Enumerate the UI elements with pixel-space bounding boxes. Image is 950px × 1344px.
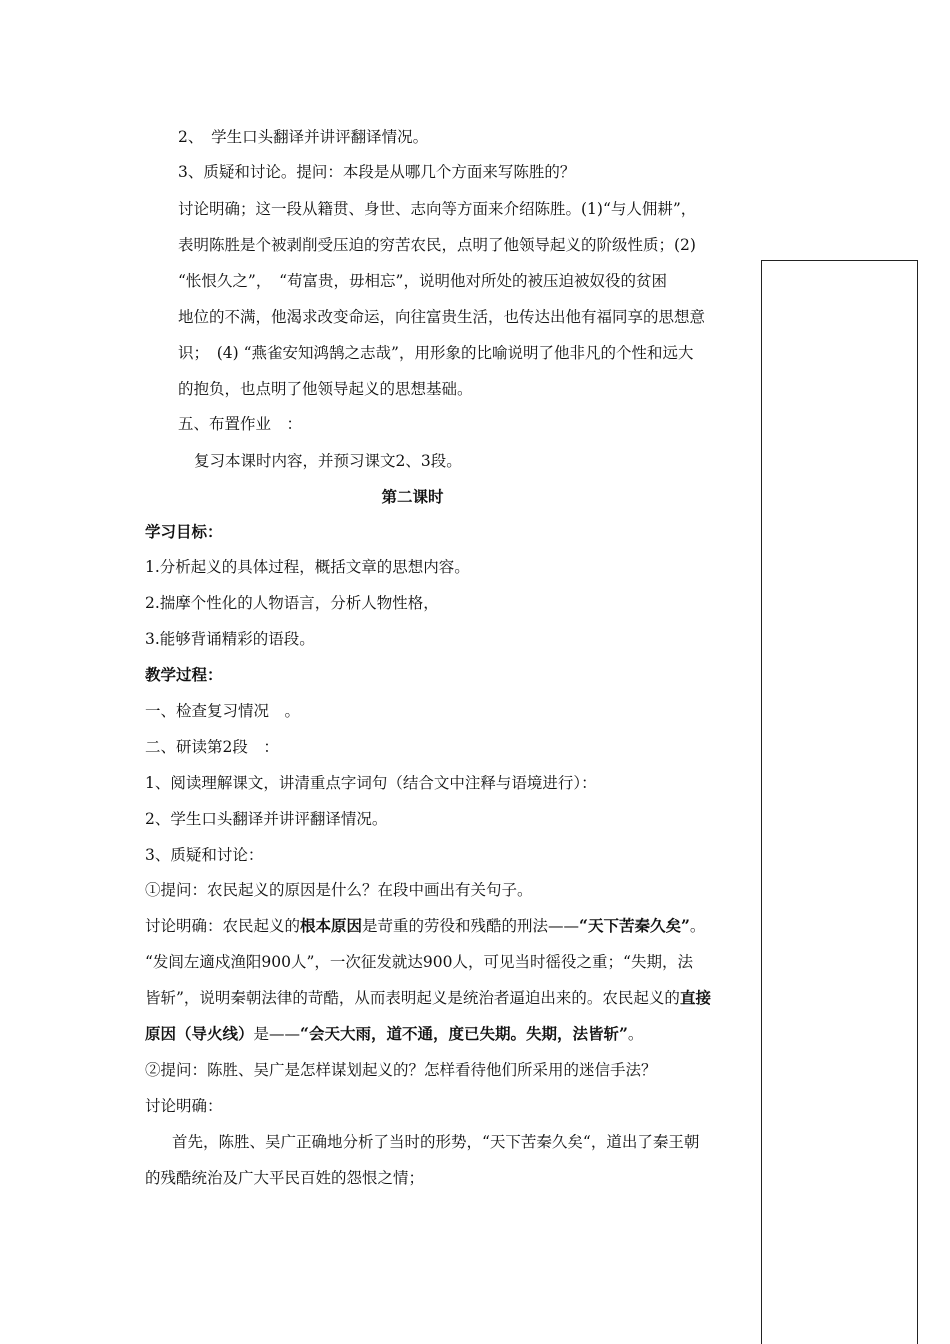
quote-bold: “天下苦秦久矣” — [579, 916, 690, 935]
answer-2-line-1: 首先，陈胜、吴广正确地分析了当时的形势，“天下苦秦久矣“，道出了秦王朝 — [172, 1133, 700, 1151]
homework-heading: 五、布置作业 ： — [178, 415, 303, 433]
step-2: 二、研读第2段 ： — [145, 738, 279, 756]
answer-1-line-3 — [145, 988, 711, 1008]
discussion-line-3: “怅恨久之”， “苟富贵，毋相忘”，说明他对所处的被压迫被奴役的贫困 — [178, 272, 667, 290]
item-3: 3、质疑和讨论。提问：本段是从哪几个方面来写陈胜的？ — [178, 163, 576, 181]
discussion-line-5: 识； (4) “燕雀安知鸿鹄之志哉”，用形象的比喻说明了他非凡的个性和远大 — [178, 344, 694, 362]
answer-1-line-1 — [145, 916, 705, 936]
answer-text: 。 — [689, 917, 706, 935]
process-heading: 教学过程： — [145, 665, 223, 684]
question-2: ②提问：陈胜、吴广是怎样谋划起义的？怎样看待他们所采用的迷信手法？ — [145, 1061, 657, 1079]
homework-text: 复习本课时内容，并预习课文2、3段。 — [194, 452, 462, 470]
quote-bold: “会天大雨，道不通，度已失期。失期，法皆斩” — [300, 1024, 628, 1043]
discussion-line-6: 的抱负，也点明了他领导起义的思想基础。 — [178, 380, 473, 398]
answer-2-heading: 讨论明确： — [145, 1097, 223, 1115]
answer-text: 是—— — [253, 1025, 301, 1043]
answer-1-line-2: “发闾左適戍渔阳900人”，一次征发就达900人，可见当时徭役之重；“失期，法 — [145, 953, 693, 971]
answer-2-line-2: 的残酷统治及广大平民百姓的怨恨之情； — [145, 1169, 425, 1187]
root-cause-label: 根本原因 — [300, 916, 363, 935]
sub-step-3: 3、质疑和讨论： — [145, 846, 264, 864]
answer-text: 是苛重的劳役和残酷的刑法—— — [362, 917, 580, 935]
question-1: ①提问：农民起义的原因是什么？在段中画出有关句子。 — [145, 881, 533, 899]
answer-text: 皆斩”，说明秦朝法律的苛酷，从而表明起义是统治者逼迫出来的。农民起义的 — [145, 989, 680, 1007]
discussion-line-2: 表明陈胜是个被剥削受压迫的穷苦农民，点明了他领导起义的阶级性质；(2) — [178, 236, 696, 254]
lesson-title: 第二课时 — [381, 487, 444, 506]
goal-2: 2.揣摩个性化的人物语言，分析人物性格， — [145, 594, 439, 612]
sub-step-1: 1、阅读理解课文，讲清重点字词句（结合文中注释与语境进行）： — [145, 774, 597, 792]
goals-heading: 学习目标： — [145, 522, 223, 541]
side-table-cell — [761, 260, 918, 1344]
step-1: 一、检查复习情况 。 — [145, 702, 301, 720]
goal-1: 1.分析起义的具体过程，概括文章的思想内容。 — [145, 558, 470, 576]
answer-text: 讨论明确：农民起义的 — [145, 917, 301, 935]
answer-text: 。 — [627, 1025, 644, 1043]
sub-step-2: 2、学生口头翻译并讲评翻译情况。 — [145, 810, 388, 828]
item-2: 2、 学生口头翻译并讲评翻译情况。 — [178, 128, 429, 146]
discussion-line-1: 讨论明确；这一段从籍贯、身世、志向等方面来介绍陈胜。(1)“与人佣耕”， — [178, 200, 697, 218]
direct-label: 直接 — [679, 988, 711, 1007]
trigger-label: 原因（导火线） — [145, 1024, 254, 1043]
goal-3: 3.能够背诵精彩的语段。 — [145, 630, 315, 648]
answer-1-line-4 — [145, 1024, 643, 1044]
discussion-line-4: 地位的不满，他渴求改变命运，向往富贵生活，也传达出他有福同享的思想意 — [178, 308, 706, 326]
